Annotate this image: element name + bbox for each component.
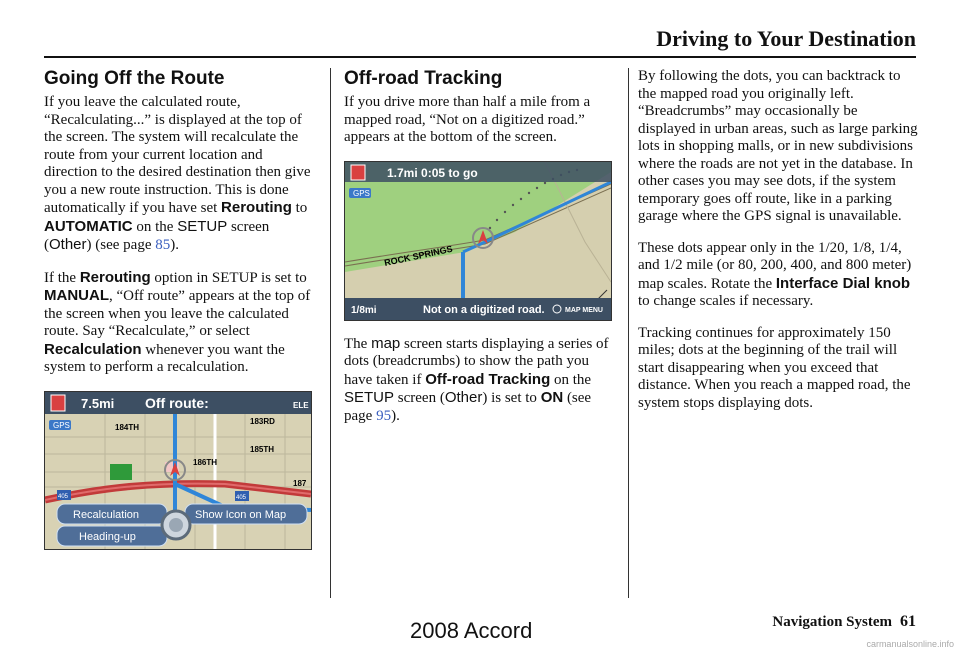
street-label: 186TH bbox=[193, 457, 218, 467]
street-label: 187 bbox=[293, 478, 307, 488]
map-scale: 1/8mi bbox=[351, 304, 377, 316]
menu-show-icon-label: Show Icon on Map bbox=[195, 508, 287, 521]
compass-icon bbox=[351, 165, 365, 180]
term-rerouting: Rerouting bbox=[221, 199, 292, 216]
page-header-title: Driving to Your Destination bbox=[656, 26, 916, 51]
paragraph-recalculating: If you leave the calculated route, “Recalculating...” is displayed at the top of the screen. The system will recalculate the route from your current location and direction to the desired destination then give you a new route instruction. This is done automatically if you have set Rerouting to AUTOMATIC on the SETUP screen (Other) (see page 85). bbox=[44, 94, 311, 253]
screen-distance: 7.5mi bbox=[81, 395, 115, 411]
street-label: 183RD bbox=[250, 416, 275, 426]
compass-icon bbox=[51, 395, 65, 411]
paragraph-breadcrumbs: The map screen starts displaying a series of dots (breadcrumbs) to show the path you have taken if Off-road Tracking on the SETUP screen (Other) is set to ON (see page 95). bbox=[344, 334, 609, 424]
screen-status-off-route: Off route: bbox=[145, 394, 209, 411]
off-route-map bbox=[45, 392, 311, 549]
section-heading-off-road-tracking: Off-road Tracking bbox=[344, 68, 503, 89]
term-interface-dial-knob: Interface Dial knob bbox=[775, 274, 911, 292]
footer-model: 2008 Accord bbox=[410, 618, 533, 643]
off-road-map bbox=[345, 162, 611, 320]
term-off-road-tracking: Off-road Tracking bbox=[425, 370, 551, 388]
gps-indicator: GPS bbox=[353, 188, 370, 198]
header-rule bbox=[44, 56, 916, 58]
footer-section-title: Navigation System bbox=[772, 614, 892, 630]
paragraph-map-scales: These dots appear only in the 1/20, 1/8, 1/4, and 1/2 mile (or 80, 200, 400, and 800 meter) map scales. Rotate the Interface Dial knob to change scales if necessary. bbox=[638, 239, 912, 309]
column-breadcrumb-details bbox=[638, 68, 918, 426]
screen-distance-time: 1.7mi 0:05 to go bbox=[387, 165, 478, 180]
menu-heading-up-label: Heading-up bbox=[79, 530, 136, 543]
term-setup: SETUP bbox=[177, 217, 228, 235]
paragraph-manual-rerouting: If the Rerouting option in SETUP is set to MANUAL, “Off route” appears at the top of the screen when you leave the calculated route. Say “Recalculate,” or select Recalculation whenever you want the system to perform a recalculation. bbox=[44, 268, 311, 375]
freeway-shield-icon: 405 bbox=[58, 493, 69, 500]
freeway-shield-icon: 405 bbox=[236, 494, 247, 501]
term-on: ON bbox=[540, 389, 564, 406]
column-divider bbox=[330, 68, 331, 598]
term-map: map bbox=[371, 334, 401, 352]
term-recalculation: Recalculation bbox=[44, 340, 142, 358]
paragraph-not-digitized: If you drive more than half a mile from a mapped road, “Not on a digitized road.” appears at the bottom of the screen. bbox=[344, 94, 591, 145]
street-label: 185TH bbox=[250, 444, 275, 454]
screenshot-off-route bbox=[44, 391, 312, 550]
screenshot-off-road bbox=[344, 161, 612, 321]
column-divider bbox=[628, 68, 629, 598]
street-label: ELE bbox=[293, 400, 309, 410]
term-rerouting-2: Rerouting bbox=[79, 268, 151, 286]
road-name-label: ROCK SPRINGS bbox=[383, 243, 454, 268]
street-label: 184TH bbox=[115, 422, 140, 432]
column-going-off-route bbox=[44, 68, 319, 564]
term-manual: MANUAL bbox=[44, 287, 109, 304]
term-other: Other bbox=[444, 389, 483, 406]
paragraph-backtrack: By following the dots, you can backtrack to the mapped road you originally left. “Breadcrumbs” may occasionally be displayed in urban areas, such as large parking lots in shopping malls, or in new subdivisions where the roads are not yet in the database. In other cases you may see dots, if the system temporary goes off route, like in a parking garage where the GPS signal is unavailable. bbox=[638, 68, 918, 224]
map-menu-indicator: MAP MENU bbox=[565, 306, 603, 314]
page-link-95[interactable]: 95 bbox=[376, 407, 392, 424]
term-setup: SETUP bbox=[344, 389, 395, 406]
term-other: Other bbox=[49, 236, 87, 253]
screen-status-not-digitized: Not on a digitized road. bbox=[423, 303, 545, 316]
term-automatic: AUTOMATIC bbox=[44, 217, 133, 235]
menu-recalculation-label: Recalculation bbox=[73, 508, 140, 521]
page-number: 61 bbox=[900, 613, 916, 630]
paragraph-tracking-distance: Tracking continues for approximately 150 miles; dots at the beginning of the trail will start disappearing when you exceed that distance. When you reach a mapped road, the system stops displaying dots. bbox=[638, 324, 911, 411]
column-off-road-tracking bbox=[344, 68, 616, 439]
gps-indicator: GPS bbox=[53, 420, 70, 430]
footer-section bbox=[772, 613, 916, 631]
watermark: carmanualsonline.info bbox=[866, 639, 954, 649]
section-heading-going-off-route: Going Off the Route bbox=[44, 68, 225, 89]
page-link-85[interactable]: 85 bbox=[155, 237, 171, 253]
